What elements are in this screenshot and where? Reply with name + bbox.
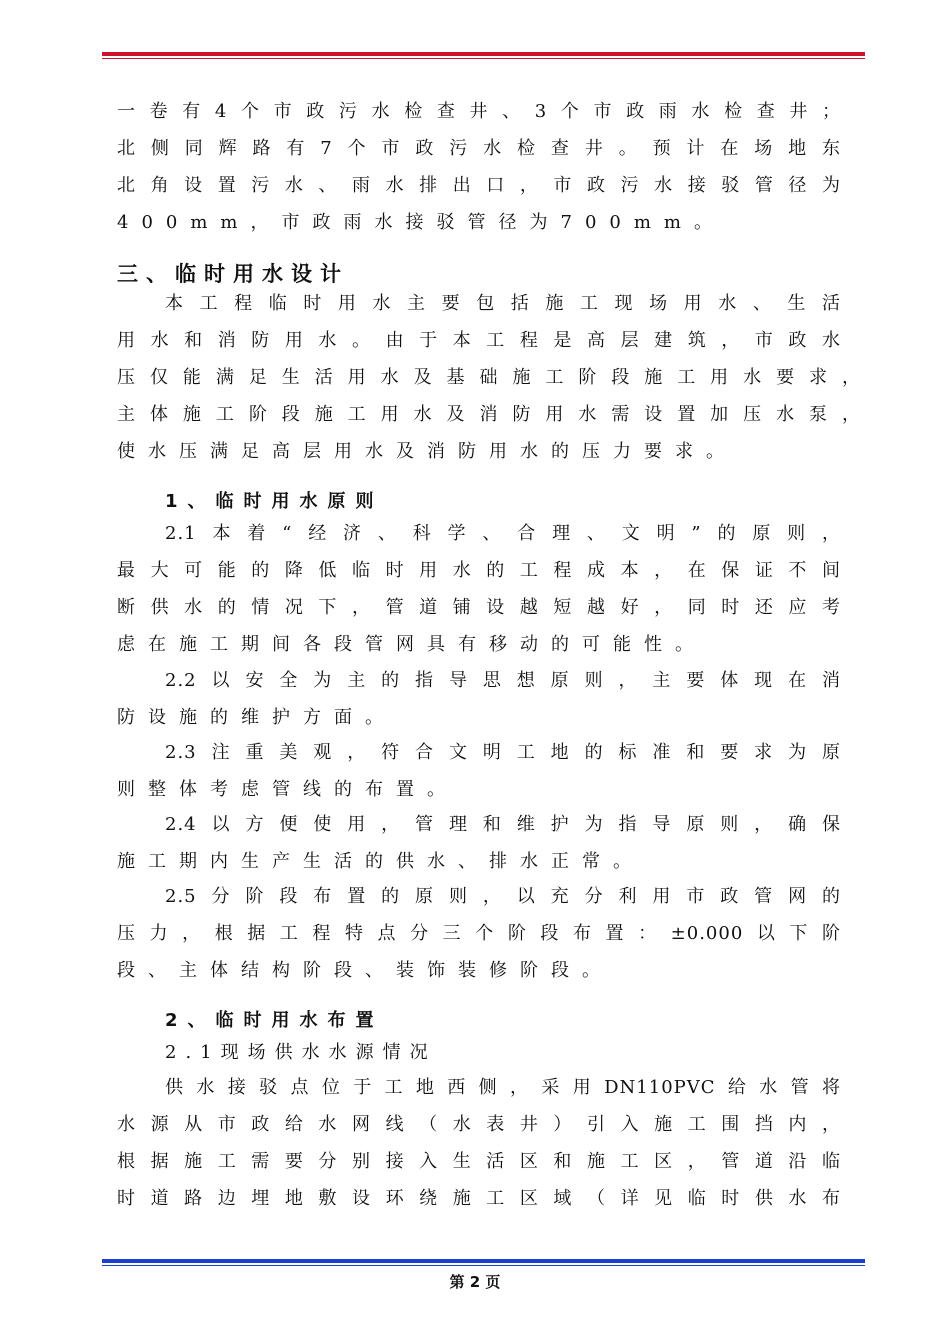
body-line: 供水接驳点位于工地西侧，采用DN110PVC给水管将 bbox=[165, 1077, 841, 1098]
body-line: 断供水的情况下，管道铺设越短越好，同时还应考 bbox=[117, 597, 841, 618]
body-line: 2.1本着“经济、科学、合理、文明”的原则， bbox=[165, 523, 841, 544]
body-line: 2.5分阶段布置的原则，以充分利用市政管网的 bbox=[165, 886, 841, 907]
body-line: 2.3注重美观，符合文明工地的标准和要求为原 bbox=[165, 742, 841, 763]
subsection-heading: 1、临时用水原则 bbox=[165, 491, 384, 512]
body-line: 根据施工需要分别接入生活区和施工区，管道沿临 bbox=[117, 1151, 841, 1172]
section-heading: 三、临时用水设计 bbox=[117, 262, 349, 286]
body-line: 压仅能满足生活用水及基础施工阶段施工用水要求， bbox=[117, 367, 861, 388]
body-line: 用水和消防用水。由于本工程是高层建筑，市政水 bbox=[117, 330, 841, 351]
body-line: 一卷有4个市政污水检查井、3个市政雨水检查井； bbox=[117, 101, 841, 122]
body-line: 使水压满足高层用水及消防用水的压力要求。 bbox=[117, 441, 737, 462]
body-line: 2.2以安全为主的指导思想原则，主要体现在消 bbox=[165, 670, 841, 691]
footer-rule bbox=[102, 1259, 865, 1266]
body-line: 北侧同辉路有7个市政污水检查井。预计在场地东 bbox=[117, 138, 841, 159]
page-number: 第 2 页 bbox=[449, 1273, 501, 1291]
header-rule bbox=[102, 52, 865, 59]
body-line: 施工期内生产生活的供水、排水正常。 bbox=[117, 851, 644, 872]
body-line: 防设施的维护方面。 bbox=[117, 707, 396, 728]
subsection-heading: 2、临时用水布置 bbox=[165, 1010, 384, 1031]
body-line: 最大可能的降低临时用水的工程成本，在保证不间 bbox=[117, 560, 841, 581]
body-line: 北角设置污水、雨水排出口，市政污水接驳管径为 bbox=[117, 175, 841, 196]
body-line: 则整体考虑管线的布置。 bbox=[117, 779, 458, 800]
body-line: 水源从市政给水网线（水表井）引入施工围挡内， bbox=[117, 1114, 841, 1135]
body-line: 虑在施工期间各段管网具有移动的可能性。 bbox=[117, 634, 706, 655]
body-line: 400mm，市政雨水接驳管径为700mm。 bbox=[117, 212, 725, 233]
body-line: 2.1现场供水水源情况 bbox=[165, 1042, 437, 1063]
body-line: 2.4以方便使用，管理和维护为指导原则，确保 bbox=[165, 814, 841, 835]
body-line: 段、主体结构阶段、装饰装修阶段。 bbox=[117, 960, 613, 981]
body-line: 压力，根据工程特点分三个阶段布置：±0.000以下阶 bbox=[117, 923, 841, 944]
body-line: 本工程临时用水主要包括施工现场用水、生活 bbox=[165, 293, 841, 314]
body-line: 主体施工阶段施工用水及消防用水需设置加压水泵， bbox=[117, 404, 861, 425]
body-line: 时道路边埋地敷设环绕施工区域（详见临时供水布 bbox=[117, 1188, 841, 1209]
